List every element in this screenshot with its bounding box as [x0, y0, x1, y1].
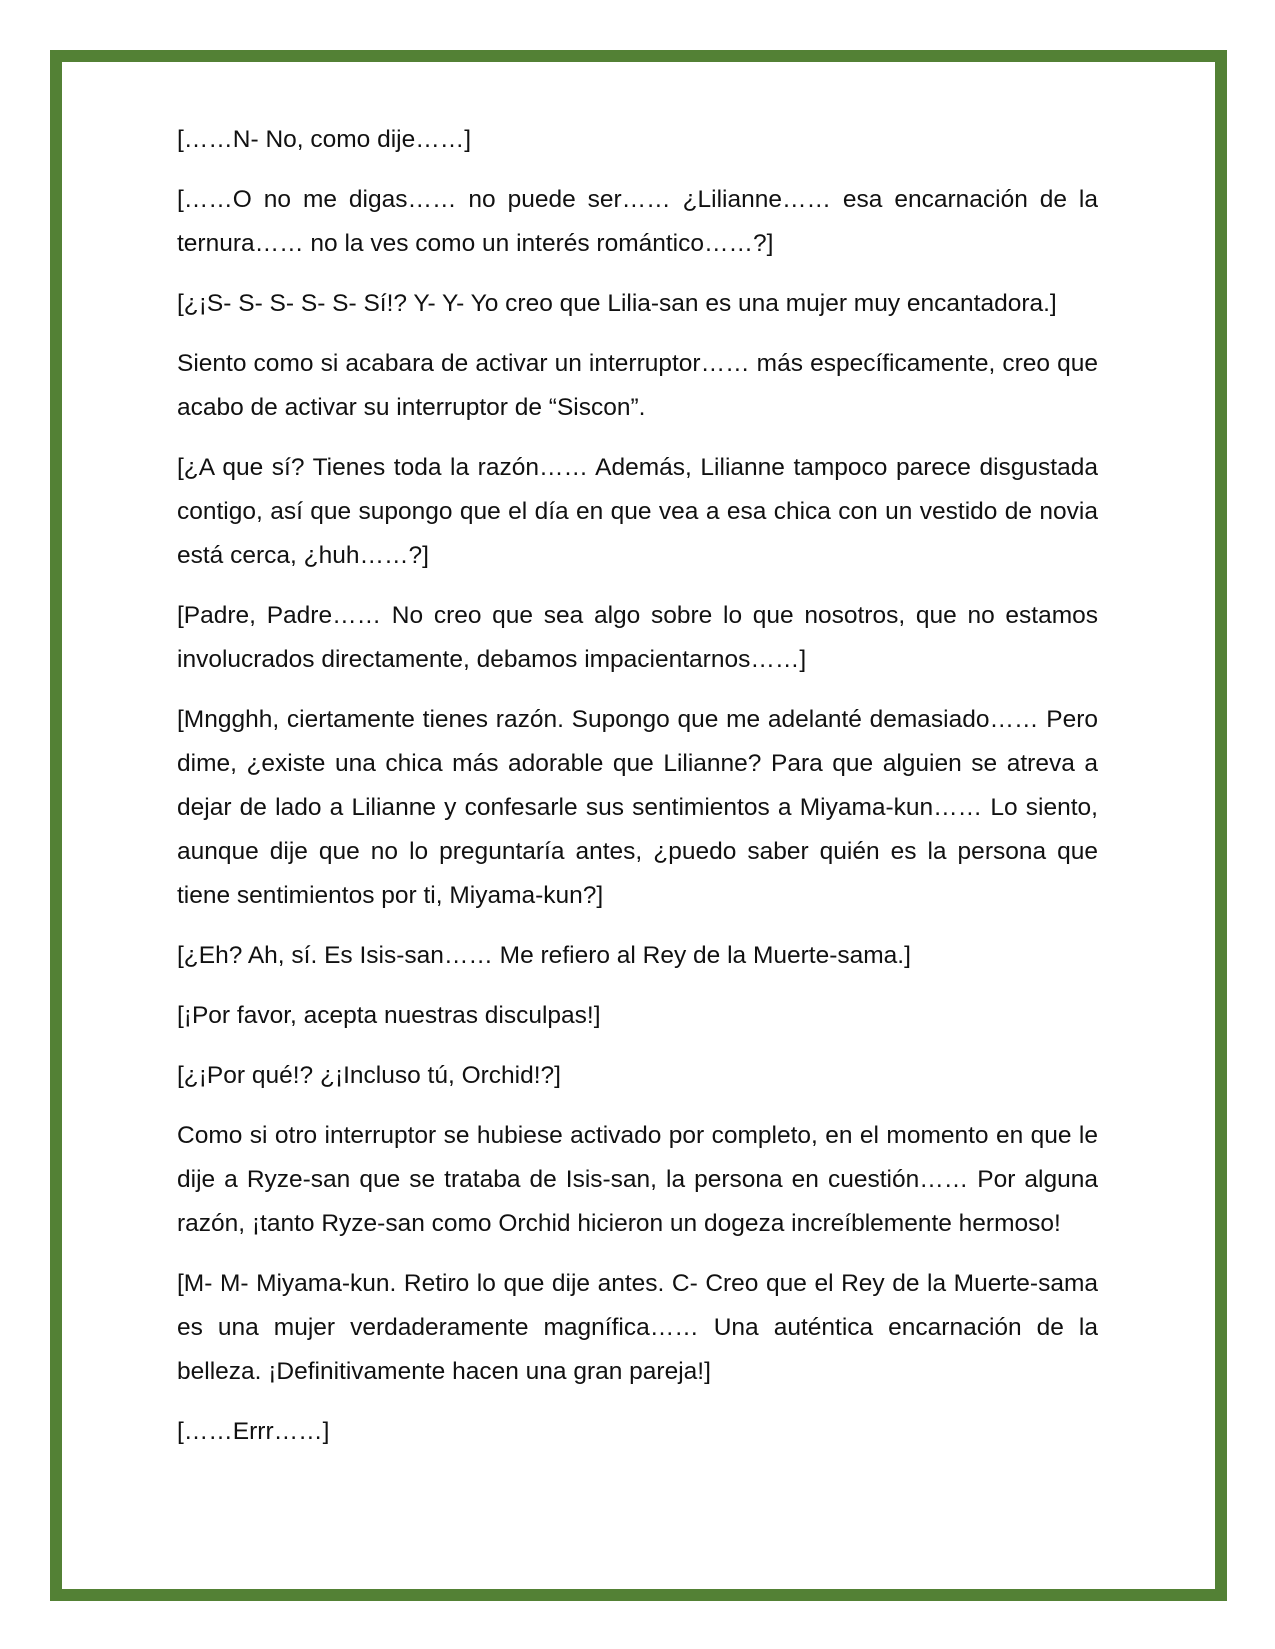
- paragraph-3: [¿¡S- S- S- S- S- Sí!? Y- Y- Yo creo que Lilia-san es una mujer muy encantadora.]: [177, 290, 1057, 317]
- paragraph-10: [¿¡Por qué!? ¿¡Incluso tú, Orchid!?]: [177, 1062, 561, 1089]
- paragraph-2: [……O no me digas…… no puede ser…… ¿Lilianne…… esa encarnación de la ternura…… no la ves como un interés romántico……?]: [177, 186, 1098, 257]
- paragraph-5: [¿A que sí? Tienes toda la razón…… Además, Lilianne tampoco parece disgustada contigo, así que supongo que el día en que vea a esa chica con un vestido de novia está cerca, ¿huh……?]: [177, 454, 1098, 569]
- paragraph-11: Como si otro interruptor se hubiese activado por completo, en el momento en que le dije a Ryze-san que se trataba de Isis-san, la persona en cuestión…… Por alguna razón, ¡tanto Ryze-san como Orchid hicieron un dogeza increíblemente hermoso!: [177, 1122, 1098, 1237]
- document-body: [177, 118, 1098, 1470]
- paragraph-13: [……Errr……]: [177, 1418, 330, 1445]
- paragraph-12: [M- M- Miyama-kun. Retiro lo que dije antes. C- Creo que el Rey de la Muerte-sama es una mujer verdaderamente magnífica…… Una auténtica encarnación de la belleza. ¡Definitivamente hacen una gran pareja!]: [177, 1270, 1098, 1385]
- paragraph-7: [Mngghh, ciertamente tienes razón. Supongo que me adelanté demasiado…… Pero dime, ¿existe una chica más adorable que Lilianne? Para que alguien se atreva a dejar de lado a Lilianne y confesarle sus sentimientos a Miyama-kun…… Lo siento, aunque dije que no lo preguntaría antes, ¿puedo saber quién es la persona que tiene sentimientos por ti, Miyama-kun?]: [177, 706, 1098, 909]
- paragraph-6: [Padre, Padre…… No creo que sea algo sobre lo que nosotros, que no estamos involucrados directamente, debamos impacientarnos……]: [177, 602, 1098, 673]
- paragraph-4: Siento como si acabara de activar un interruptor…… más específicamente, creo que acabo de activar su interruptor de “Siscon”.: [177, 350, 1098, 421]
- paragraph-9: [¡Por favor, acepta nuestras disculpas!]: [177, 1002, 601, 1029]
- paragraph-1: [……N- No, como dije……]: [177, 126, 472, 153]
- paragraph-8: [¿Eh? Ah, sí. Es Isis-san…… Me refiero al Rey de la Muerte-sama.]: [177, 942, 911, 969]
